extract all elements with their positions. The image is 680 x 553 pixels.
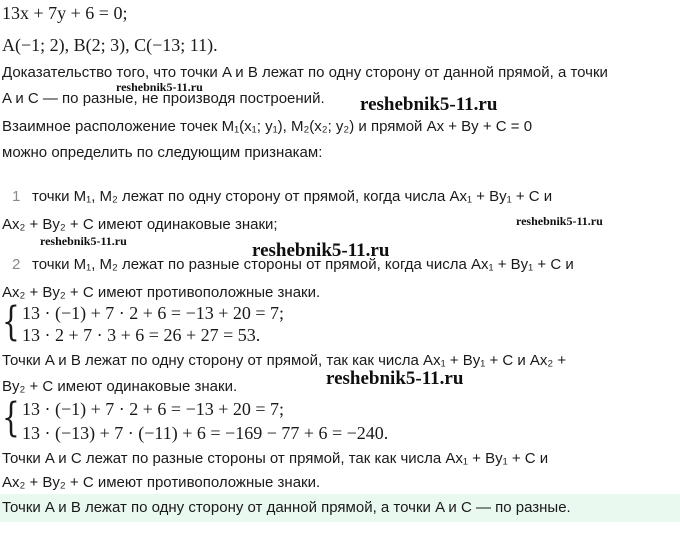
system-1-line-2: 13 · 2 + 7 · 3 + 6 = 26 + 27 = 53. — [22, 325, 261, 345]
conclusion-1-line-1: Точки A и B лежат по одну сторону от прямой, так как числа Ax₁ + By₁ + C и Ax₂ + — [2, 352, 567, 369]
conclusion-2-line-1: Точки A и C лежат по разные стороны от прямой, так как числа Ax₁ + By₁ + C и — [2, 450, 549, 467]
watermark: reshebnik5-11.ru — [326, 368, 464, 389]
conclusion-1-line-2: By₂ + C имеют одинаковые знаки. — [2, 378, 238, 395]
task-line-1: Доказательство того, что точки A и B лежат по одну сторону от данной прямой, а точки — [2, 64, 608, 81]
watermark: reshebnik5-11.ru — [116, 80, 203, 94]
rule-1-line-1: точки M₁, M₂ лежат по одну сторону от прямой, когда числа Ax₁ + By₁ + C и — [32, 188, 553, 205]
final-answer-box — [0, 494, 680, 522]
system-1-line-1: 13 · (−1) + 7 · 2 + 6 = −13 + 20 = 7; — [22, 303, 285, 323]
watermark: reshebnik5-11.ru — [40, 234, 127, 248]
system-2-line-2: 13 · (−13) + 7 · (−11) + 6 = −169 − 77 + 6 = −240. — [22, 423, 389, 443]
system-2-line-1: 13 · (−1) + 7 · 2 + 6 = −13 + 20 = 7; — [22, 399, 285, 419]
rule-1-line-2: Ax₂ + By₂ + C имеют одинаковые знаки; — [2, 216, 278, 233]
task-line-2: A и C — по разные, не производя построений. — [2, 90, 325, 107]
intro-line-2: можно определить по следующим признакам: — [2, 144, 323, 161]
equation-line: 13x + 7y + 6 = 0; — [2, 3, 128, 23]
watermark: reshebnik5-11.ru — [252, 240, 390, 261]
rule-2-line-1: точки M₁, M₂ лежат по разные стороны от прямой, когда числа Ax₁ + By₁ + C и — [32, 256, 574, 273]
intro-line-1: Взаимное расположение точек M₁(x₁; y₁), M₂(x₂; y₂) и прямой Ax + By + C = 0 — [2, 118, 533, 135]
system-brace-2: { — [2, 395, 20, 441]
system-brace-1: { — [2, 299, 20, 345]
list-number-2: 2 — [12, 256, 21, 273]
watermark: reshebnik5-11.ru — [516, 214, 603, 228]
watermark: reshebnik5-11.ru — [360, 94, 498, 115]
rule-2-line-2: Ax₂ + By₂ + C имеют противоположные знаки. — [2, 284, 321, 301]
final-answer-text: Точки A и B лежат по одну сторону от данной прямой, а точки A и C — по разные. — [2, 499, 571, 516]
list-number-1: 1 — [12, 188, 21, 205]
conclusion-2-line-2: Ax₂ + By₂ + C имеют противоположные знаки. — [2, 474, 321, 491]
points-line: A(−1; 2), B(2; 3), C(−13; 11). — [2, 35, 218, 55]
